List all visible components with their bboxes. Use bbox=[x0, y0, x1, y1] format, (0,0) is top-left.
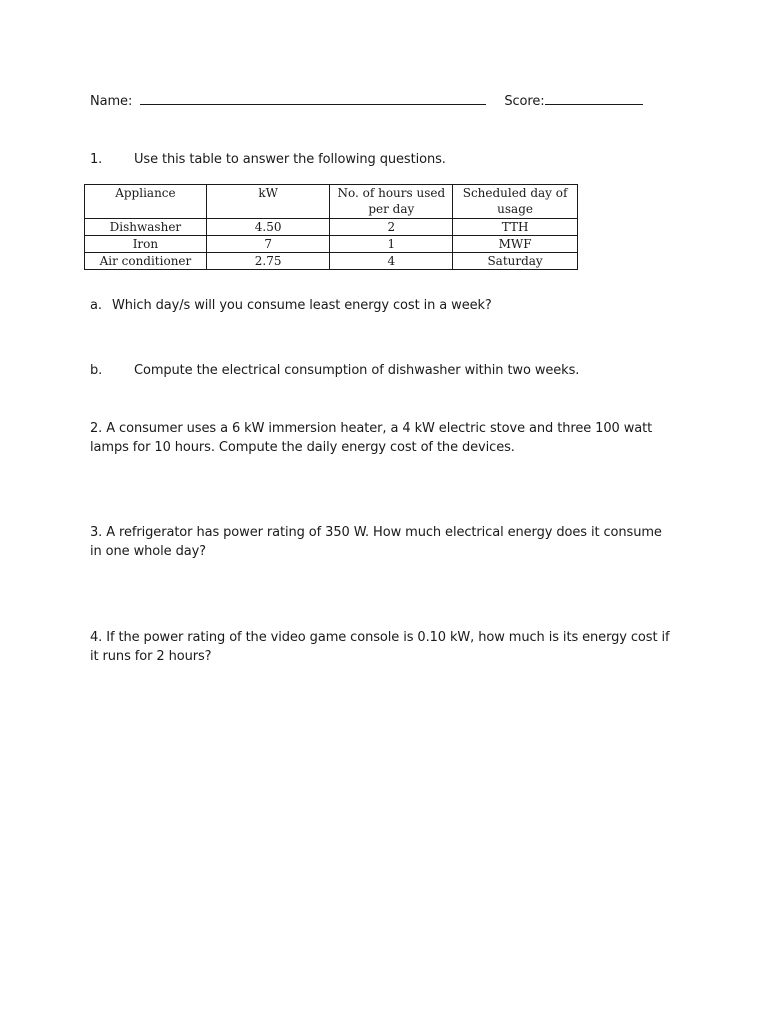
question-1b bbox=[90, 361, 579, 380]
question-2: 2. A consumer uses a 6 kW immersion heater, a 4 kW electric stove and three 100 watt lamps for 10 hours. Compute the daily energy cost of the devices. bbox=[90, 421, 653, 455]
table-cell: Saturday bbox=[453, 253, 578, 270]
question-3: 3. A refrigerator has power rating of 350 W. How much electrical energy does it consume in one whole day? bbox=[90, 525, 662, 559]
table-cell: 4.50 bbox=[206, 219, 330, 236]
table-cell: MWF bbox=[453, 236, 578, 253]
score-blank-line[interactable] bbox=[545, 92, 643, 105]
name-blank-line[interactable] bbox=[140, 92, 486, 105]
table-row bbox=[85, 253, 578, 270]
table-cell: Iron bbox=[85, 236, 207, 253]
table-header-cell: Appliance bbox=[85, 185, 207, 219]
table-cell: 2 bbox=[330, 219, 453, 236]
question-1b-label: b. bbox=[90, 363, 103, 378]
name-label: Name: bbox=[90, 94, 133, 109]
question-1-number: 1. bbox=[90, 152, 103, 167]
table-cell: 1 bbox=[330, 236, 453, 253]
question-1 bbox=[90, 150, 446, 169]
table-cell: Dishwasher bbox=[85, 219, 207, 236]
table-row bbox=[85, 236, 578, 253]
table-header-cell: No. of hours used per day bbox=[330, 185, 453, 219]
header-row bbox=[90, 92, 643, 111]
table-header-row bbox=[85, 185, 578, 219]
question-1a-text: Which day/s will you consume least energy cost in a week? bbox=[112, 298, 492, 313]
table-row bbox=[85, 219, 578, 236]
score-label: Score: bbox=[504, 94, 545, 109]
appliance-table bbox=[84, 184, 578, 270]
table-cell: 4 bbox=[330, 253, 453, 270]
question-1b-text: Compute the electrical consumption of dishwasher within two weeks. bbox=[134, 363, 580, 378]
question-1a-label: a. bbox=[90, 298, 102, 313]
table-header-cell: Scheduled day of usage bbox=[453, 185, 578, 219]
table-cell: 7 bbox=[206, 236, 330, 253]
table-header-cell: kW bbox=[206, 185, 330, 219]
table-cell: 2.75 bbox=[206, 253, 330, 270]
question-4: 4. If the power rating of the video game console is 0.10 kW, how much is its energy cost if it runs for 2 hours? bbox=[90, 630, 670, 664]
question-1a bbox=[90, 296, 492, 315]
table-cell: TTH bbox=[453, 219, 578, 236]
question-1-text: Use this table to answer the following questions. bbox=[134, 152, 446, 167]
table-cell: Air conditioner bbox=[85, 253, 207, 270]
